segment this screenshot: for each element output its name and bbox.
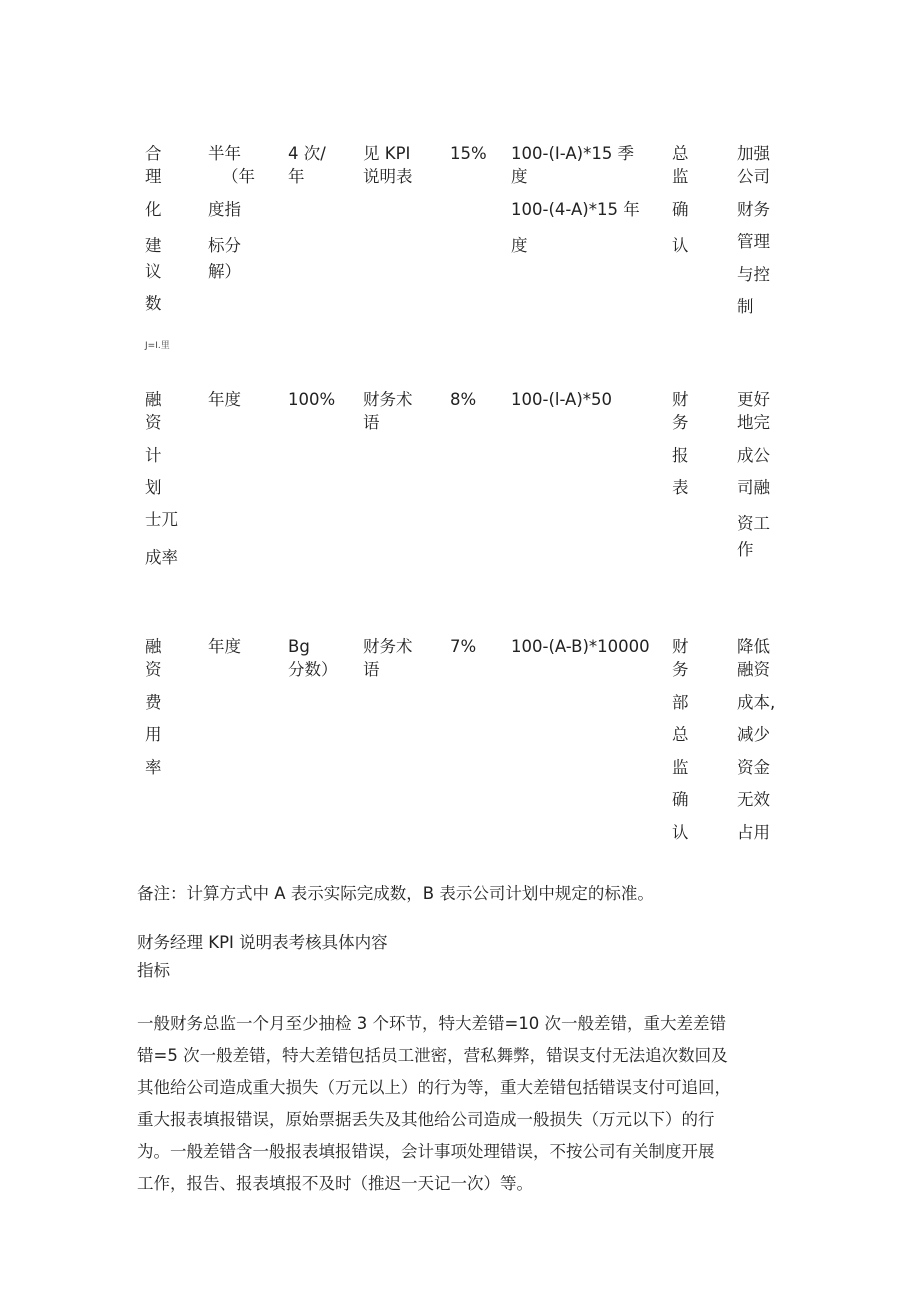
row3-confirm-char: 总 (672, 725, 689, 744)
row1-purpose-line: 公司 (737, 167, 770, 186)
row3-purpose-line: 融资 (737, 660, 770, 679)
row2-formula (511, 388, 612, 411)
row1-formula-line: 度 (511, 236, 528, 255)
row2-source (363, 388, 413, 434)
body-line: 一般财务总监一个月至少抽检 3 个环节，特大差错=10 次一般差错，重大差差错 (137, 1014, 727, 1033)
row1-formula (511, 142, 640, 257)
row3-confirm-char: 认 (672, 823, 689, 842)
row3-purpose-line: 减少 (737, 725, 770, 744)
row2-name-char: 融 (145, 390, 162, 409)
row3-target-line: 分数） (288, 660, 338, 679)
row1-formula-line: 100-(I-A)*15 季 (511, 144, 635, 163)
row3-purpose-line: 占用 (737, 823, 770, 842)
row1-purpose-line: 管理 (737, 232, 770, 251)
row1-confirm-char: 认 (672, 236, 689, 255)
row3-purpose-line: 无效 (737, 790, 770, 809)
row3-source-line: 语 (363, 660, 380, 679)
row3-name-char: 资 (145, 660, 162, 679)
row2-source-line: 语 (363, 413, 380, 432)
row2-name-char: 划 (145, 478, 162, 497)
row1-source-line: 见 KPI (363, 144, 411, 163)
row2-purpose (737, 388, 770, 561)
row1-period-line: （年 (222, 167, 255, 186)
row2-name-char: 成率 (145, 548, 178, 567)
row1-source-line: 说明表 (363, 167, 413, 186)
row3-purpose (737, 635, 775, 844)
body-line: 其他给公司造成重大损失（万元以上）的行为等，重大差错包括错误支付可追回， (137, 1078, 731, 1097)
row2-name-char: 资 (145, 413, 162, 432)
row1-confirm (672, 142, 689, 257)
row1-period-line: 半年 (208, 144, 241, 163)
row3-confirm-char: 确 (672, 790, 689, 809)
row1-name-char: 议 (145, 262, 162, 281)
row1-period-line: 度指 (208, 200, 241, 219)
row3-source-line: 财务术 (363, 637, 413, 656)
row1-weight (450, 142, 487, 165)
row2-purpose-line: 作 (737, 540, 754, 559)
row3-weight (450, 635, 476, 658)
row3-name-char: 费 (145, 693, 162, 712)
row2-confirm-char: 报 (672, 446, 689, 465)
row2-weight-value: 8% (450, 390, 477, 409)
row2-weight (450, 388, 476, 411)
row1-target (288, 142, 326, 188)
section-subtitle: 指标 (137, 961, 170, 980)
row1-weight-value: 15% (450, 144, 487, 163)
row1-period-line: 解） (208, 262, 241, 281)
row1-name-char: 化 (145, 200, 162, 219)
row3-name-char: 融 (145, 637, 162, 656)
body-line: 重大报表填报错误，原始票据丢失及其他给公司造成一般损失（万元以下）的行 (137, 1110, 715, 1129)
row1-purpose (737, 142, 770, 318)
row1-target-line: 4 次/ (288, 144, 326, 163)
table-footnote: 备注：计算方式中 A 表示实际完成数，B 表示公司计划中规定的标准。 (137, 884, 654, 903)
row2-indicator-name (145, 388, 178, 569)
row2-target-line: 100% (288, 390, 336, 409)
row2-confirm-char: 表 (672, 478, 689, 497)
row3-purpose-line: 成本, (737, 693, 776, 712)
row2-confirm (672, 388, 689, 499)
row2-purpose-line: 地完 (737, 413, 770, 432)
row3-formula-line: 100-(A-B)*10000 (511, 637, 650, 656)
row1-name-char: 数 (145, 294, 162, 313)
row2-name-char: 士兀 (145, 510, 178, 529)
row3-confirm-char: 财 (672, 637, 689, 656)
row1-name-char: 建 (145, 236, 162, 255)
row3-confirm-char: 务 (672, 660, 689, 679)
row2-formula-line: 100-(l-A)*50 (511, 390, 613, 409)
row1-name-char: 理 (145, 167, 162, 186)
row1-source (363, 142, 413, 188)
row1-name-footnote: J=I.里 (145, 341, 170, 351)
row2-name-char: 计 (145, 446, 162, 465)
row3-confirm-char: 部 (672, 693, 689, 712)
body-line: 为。一般差错含一般报表填报错误，会计事项处理错误，不按公司有关制度开展 (137, 1142, 715, 1161)
row3-purpose-line: 降低 (737, 637, 770, 656)
row2-confirm-char: 务 (672, 413, 689, 432)
row1-confirm-char: 确 (672, 200, 689, 219)
row1-indicator-name (145, 142, 162, 315)
row1-purpose-line: 制 (737, 297, 754, 316)
row3-target-line: Bg (288, 637, 310, 656)
row1-purpose-line: 与控 (737, 265, 770, 284)
row3-confirm-char: 监 (672, 758, 689, 777)
body-line: 错=5 次一般差错，特大差错包括员工泄密，营私舞弊，错误支付无法追次数回及 (137, 1046, 728, 1065)
section-body (137, 1008, 787, 1200)
row3-weight-value: 7% (450, 637, 477, 656)
row2-period-line: 年度 (208, 390, 241, 409)
row1-period (208, 142, 255, 283)
row2-target (288, 388, 335, 411)
row1-period-line: 标分 (208, 236, 241, 255)
row2-purpose-line: 司融 (737, 478, 770, 497)
row1-confirm-char: 总 (672, 144, 689, 163)
row3-name-char: 用 (145, 725, 162, 744)
row1-purpose-line: 财务 (737, 200, 770, 219)
row2-period (208, 388, 241, 411)
row3-indicator-name (145, 635, 162, 779)
row3-formula (511, 635, 650, 658)
row1-formula-line: 度 (511, 167, 528, 186)
row2-purpose-line: 资工 (737, 514, 770, 533)
row2-confirm-char: 财 (672, 390, 689, 409)
section-title: 财务经理 KPI 说明表考核具体内容 (137, 933, 388, 952)
row3-confirm (672, 635, 689, 844)
row3-purpose-line: 资金 (737, 758, 770, 777)
row2-source-line: 财务术 (363, 390, 413, 409)
row3-source (363, 635, 413, 681)
row1-confirm-char: 监 (672, 167, 689, 186)
body-line: 工作，报告、报表填报不及时（推迟一天记一次）等。 (137, 1174, 533, 1193)
row3-period (208, 635, 241, 658)
row3-name-char: 率 (145, 758, 162, 777)
row1-purpose-line: 加强 (737, 144, 770, 163)
row3-period-line: 年度 (208, 637, 241, 656)
row1-name-char: 合 (145, 144, 162, 163)
row2-purpose-line: 成公 (737, 446, 770, 465)
row2-purpose-line: 更好 (737, 390, 770, 409)
row1-target-line: 年 (288, 167, 305, 186)
row3-target (288, 635, 338, 681)
row1-formula-line: 100-(4-A)*15 年 (511, 200, 640, 219)
